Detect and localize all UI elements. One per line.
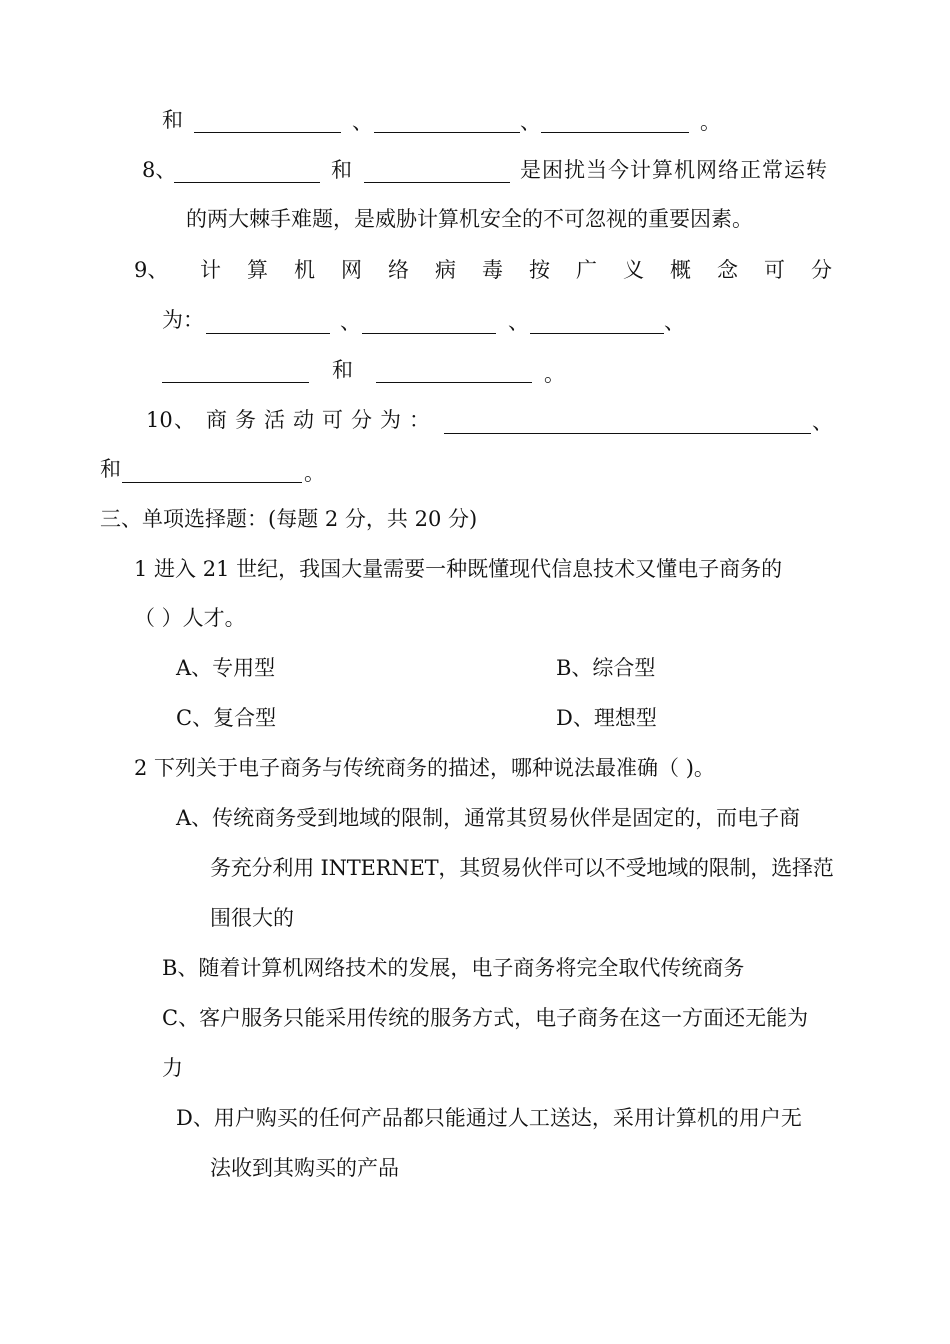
q9-char: 络 bbox=[388, 258, 409, 282]
cont-end: 。 bbox=[700, 110, 721, 134]
q8-tail: 是困扰当今计算机网络正常运转 bbox=[520, 158, 828, 182]
q10-char: 为 bbox=[380, 408, 401, 432]
q2-option-d-line1[interactable]: D、用户购买的任何产品都只能通过人工送达，采用计算机的用户无 bbox=[176, 1106, 802, 1130]
q10-stem bbox=[206, 410, 430, 431]
q9-stem bbox=[200, 260, 832, 281]
q10-char: 动 bbox=[293, 408, 314, 432]
q10-end: 。 bbox=[304, 461, 325, 485]
q9-char: 机 bbox=[294, 258, 315, 282]
cont-dun-1: 、 bbox=[352, 110, 373, 134]
q1-stem-line2: （ ）人才。 bbox=[134, 606, 246, 630]
q9-char: 病 bbox=[435, 258, 456, 282]
q2-option-a-line1[interactable]: A、传统商务受到地域的限制，通常其贸易伙伴是固定的，而电子商 bbox=[176, 806, 801, 830]
answer-blank[interactable] bbox=[541, 132, 689, 133]
section3-heading: 三、单项选择题：(每题 2 分，共 20 分) bbox=[100, 507, 478, 531]
q9-char: 计 bbox=[200, 258, 221, 282]
q10-char: 分 bbox=[351, 408, 372, 432]
q2-option-a-line3: 围很大的 bbox=[210, 906, 294, 930]
q2-option-a-line2: 务充分利用 INTERNET，其贸易伙伴可以不受地域的限制，选择范 bbox=[210, 856, 834, 880]
q9-char: 广 bbox=[576, 258, 597, 282]
q2-option-d-line2: 法收到其购买的产品 bbox=[210, 1156, 399, 1180]
q9-dun-2: 、 bbox=[508, 310, 529, 334]
cont-he: 和 bbox=[162, 108, 183, 132]
q2-option-c-line1[interactable]: C、客户服务只能采用传统的服务方式，电子商务在这一方面还无能为 bbox=[162, 1006, 809, 1030]
q9-char: 概 bbox=[670, 258, 691, 282]
q8-number: 8、 bbox=[142, 158, 177, 182]
q1-option-d[interactable]: D、理想型 bbox=[556, 706, 657, 730]
q10-char: 务 bbox=[235, 408, 256, 432]
q1-option-b[interactable]: B、综合型 bbox=[556, 656, 656, 680]
answer-blank[interactable] bbox=[206, 333, 330, 334]
q9-char: 义 bbox=[623, 258, 644, 282]
q9-char: 算 bbox=[247, 258, 268, 282]
q1-option-a[interactable]: A、专用型 bbox=[176, 656, 276, 680]
q9-char: 念 bbox=[717, 258, 738, 282]
q2-option-c-line2: 力 bbox=[162, 1056, 183, 1080]
q9-wei: 为： bbox=[162, 308, 204, 332]
q9-dun-3: 、 bbox=[664, 310, 685, 334]
q9-he: 和 bbox=[332, 358, 353, 382]
q9-end: 。 bbox=[544, 362, 565, 386]
q10-he: 和 bbox=[100, 457, 121, 481]
q10-char: 商 bbox=[206, 408, 227, 432]
q2-stem: 2 下列关于电子商务与传统商务的描述，哪种说法最准确（ )。 bbox=[134, 756, 715, 780]
answer-blank[interactable] bbox=[376, 382, 532, 383]
answer-blank[interactable] bbox=[374, 132, 520, 133]
q2-option-b[interactable]: B、随着计算机网络技术的发展，电子商务将完全取代传统商务 bbox=[162, 956, 745, 980]
q1-option-c[interactable]: C、复合型 bbox=[176, 706, 277, 730]
q1-stem-line1: 1 进入 21 世纪，我国大量需要一种既懂现代信息技术又懂电子商务的 bbox=[134, 557, 783, 581]
q9-char: 毒 bbox=[482, 258, 503, 282]
answer-blank[interactable] bbox=[444, 433, 811, 434]
q10-char: 可 bbox=[322, 408, 343, 432]
q9-char: 分 bbox=[811, 258, 832, 282]
q10-dun-end: 、 bbox=[812, 410, 833, 434]
answer-blank[interactable] bbox=[174, 182, 320, 183]
answer-blank[interactable] bbox=[194, 132, 341, 133]
cont-dun-2: 、 bbox=[520, 110, 541, 134]
answer-blank[interactable] bbox=[162, 382, 309, 383]
answer-blank[interactable] bbox=[362, 333, 496, 334]
q9-char: 可 bbox=[764, 258, 785, 282]
answer-blank[interactable] bbox=[122, 482, 302, 483]
answer-blank[interactable] bbox=[530, 333, 664, 334]
q9-char: 按 bbox=[529, 258, 550, 282]
answer-blank[interactable] bbox=[364, 182, 510, 183]
q8-line2: 的两大棘手难题，是威胁计算机安全的不可忽视的重要因素。 bbox=[186, 207, 753, 231]
q10-char: 活 bbox=[264, 408, 285, 432]
q9-number: 9、 bbox=[134, 258, 169, 282]
q10-dun: 、 bbox=[174, 408, 195, 432]
q9-char: 网 bbox=[341, 258, 362, 282]
q10-char: ： bbox=[409, 408, 430, 432]
q8-he: 和 bbox=[331, 158, 352, 182]
q10-number: 10 bbox=[146, 408, 173, 432]
q9-dun-1: 、 bbox=[340, 310, 361, 334]
